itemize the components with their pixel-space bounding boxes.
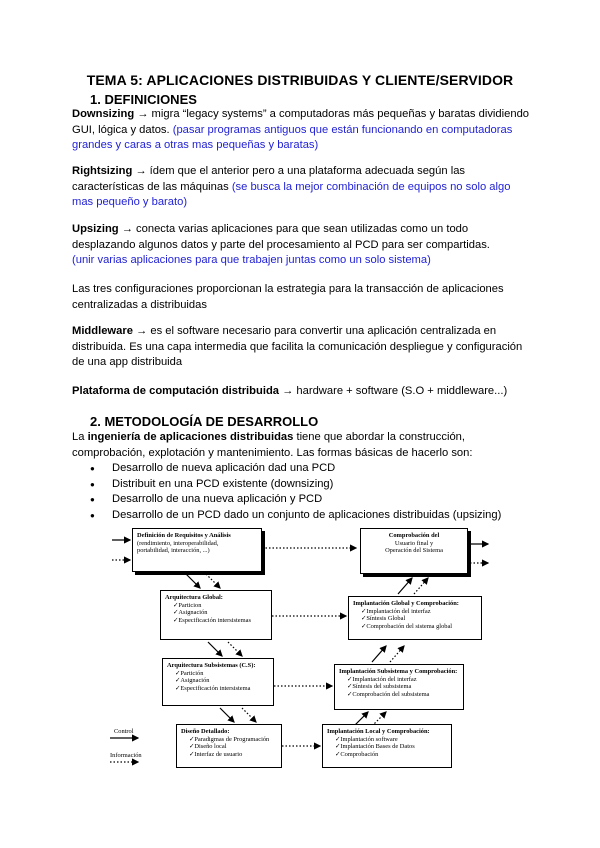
term-rightsizing: Rightsizing (72, 165, 133, 177)
list-item: ● Distribuit en una PCD existente (downsizing) (72, 477, 501, 493)
box-line: ✓Particion (173, 601, 202, 609)
paragraph-platform (72, 384, 532, 400)
box-line: ✓Partición (175, 669, 204, 677)
box-line: ✓Comprobación (335, 750, 379, 758)
box-line: ✓Especificación intersistemas (173, 616, 251, 624)
box-line: ✓Especificación intersistema (175, 684, 251, 692)
box-global-arch-title: Arquitectura Global: (165, 594, 223, 601)
term-upsizing: Upsizing (72, 223, 119, 235)
box-subsystem-architecture (162, 658, 274, 706)
box-line: ✓Implantación del interfaz (361, 607, 431, 615)
box-line: (rendimiento, interoperabilidad, (137, 539, 219, 547)
box-detail-title: Diseño Detallado: (181, 728, 230, 735)
box-validation-title: Comprobación del (388, 532, 440, 539)
box-global-architecture (160, 590, 272, 640)
box-line: ✓Asignación (173, 609, 208, 617)
box-line: ✓Síntesis del subsistema (347, 683, 412, 691)
box-detailed-design (176, 724, 282, 768)
box-line: ✓Comprobación del sistema global (361, 622, 453, 630)
upsizing-note: (unir varias aplicaciones para que trabajen juntas como un solo sistema) (72, 254, 431, 267)
box-line: Operación del Sistema (385, 547, 443, 555)
section-heading-definiciones: 1. DEFINICIONES (90, 92, 197, 107)
downsizing-note: (pasar programas antiguos que están funcionando en computadoras grandes y caras a otras mas pequeñas y baratas) (72, 123, 513, 152)
page-title: TEMA 5: APLICACIONES DISTRIBUIDAS Y CLIENTE/SERVIDOR (86, 72, 514, 88)
section-heading-metodologia: 2. METODOLOGÍA DE DESARROLLO (90, 414, 319, 429)
paragraph-upsizing (72, 222, 532, 269)
box-global-impl-title: Implantación Global y Comprobación: (353, 600, 459, 607)
legend-information: Información (110, 752, 142, 759)
list-item: ● Desarrollo de una nueva aplicación y PCD (72, 492, 501, 508)
box-line: portabilidad, interacción, ...) (137, 547, 210, 555)
middleware-text: → es el software necesario para convertir una aplicación centralizada en distribuida. Es una capa intermedia que facilita la comunicación despliegue y configuración de una app distribuida (72, 325, 523, 369)
box-line: ✓Asignación (175, 677, 210, 685)
box-line: ✓Implantación Bases de Datos (335, 743, 415, 751)
methodology-text: tiene que abordar la construcción, comprobación, explotación y mantenimiento. Las formas básicas de hacerlo son: (72, 431, 473, 459)
downsizing-text: → migra “legacy systems” a computadoras más pequeñas y baratas dividiendo GUI, lógica y datos. (72, 108, 530, 136)
box-line: ✓Diseño local (189, 743, 227, 751)
box-line: ✓Paradigmas de Programación (189, 735, 270, 743)
term-ingenieria: ingeniería de aplicaciones distribuidas (87, 431, 294, 443)
box-line: ✓Comprobación del subsistema (347, 690, 430, 698)
box-local-impl-title: Implantación Local y Comprobación: (327, 728, 430, 735)
term-platform: Plataforma de computación distribuida (72, 385, 280, 397)
methodology-pre: La (72, 431, 88, 443)
box-sub-arch-title: Arquitectura Subsistemas (C.S): (167, 662, 256, 669)
box-requirements (132, 528, 262, 572)
box-line: Usuario final y (394, 539, 434, 547)
box-local-implementation (322, 724, 452, 768)
list-item: ● Desarrollo de un PCD dado un conjunto de aplicaciones distribuidas (upsizing) (72, 508, 501, 524)
upsizing-text: → conecta varias aplicaciones para que sean utilizadas como un todo desplazando algunos datos y parte del procesamiento al PCD para ser compartidas. (72, 223, 490, 251)
paragraph-rightsizing (72, 164, 532, 211)
paragraph-downsizing (72, 107, 532, 154)
box-global-implementation (348, 596, 482, 640)
platform-text: → hardware + software (S.O + middleware...) (279, 385, 508, 397)
box-line: ✓Síntesis Global (361, 615, 406, 623)
box-validation (360, 528, 468, 574)
paragraph-three-configs: Las tres configuraciones proporcionan la estrategia para la transacción de aplicaciones centralizadas a distribuidas (72, 283, 504, 311)
rightsizing-note: (se busca la mejor combinación de equipos no solo algo mas pequeño y barato) (72, 180, 511, 209)
box-subsystem-implementation (334, 664, 464, 710)
list-item: ● Desarrollo de nueva aplicación dad una PCD (72, 461, 501, 477)
box-sub-impl-title: Implantación Subsistema y Comprobación: (339, 668, 458, 675)
box-line: ✓Interfaz de usuario (189, 750, 243, 758)
box-requirements-title: Definición de Requisitos y Análisis (137, 532, 231, 539)
paragraph-middleware (72, 324, 532, 371)
term-middleware: Middleware (72, 325, 133, 337)
legend-control: Control (114, 728, 134, 735)
term-downsizing: Downsizing (72, 108, 135, 120)
paragraph-methodology (72, 430, 532, 461)
methodology-diagram (108, 526, 496, 768)
box-line: ✓Implantación software (335, 735, 398, 743)
box-line: ✓Implantación del interfaz (347, 675, 417, 683)
methods-list (72, 461, 501, 523)
rightsizing-text: → ídem que el anterior pero a una plataforma adecuada según las características de las máquinas (72, 165, 466, 193)
